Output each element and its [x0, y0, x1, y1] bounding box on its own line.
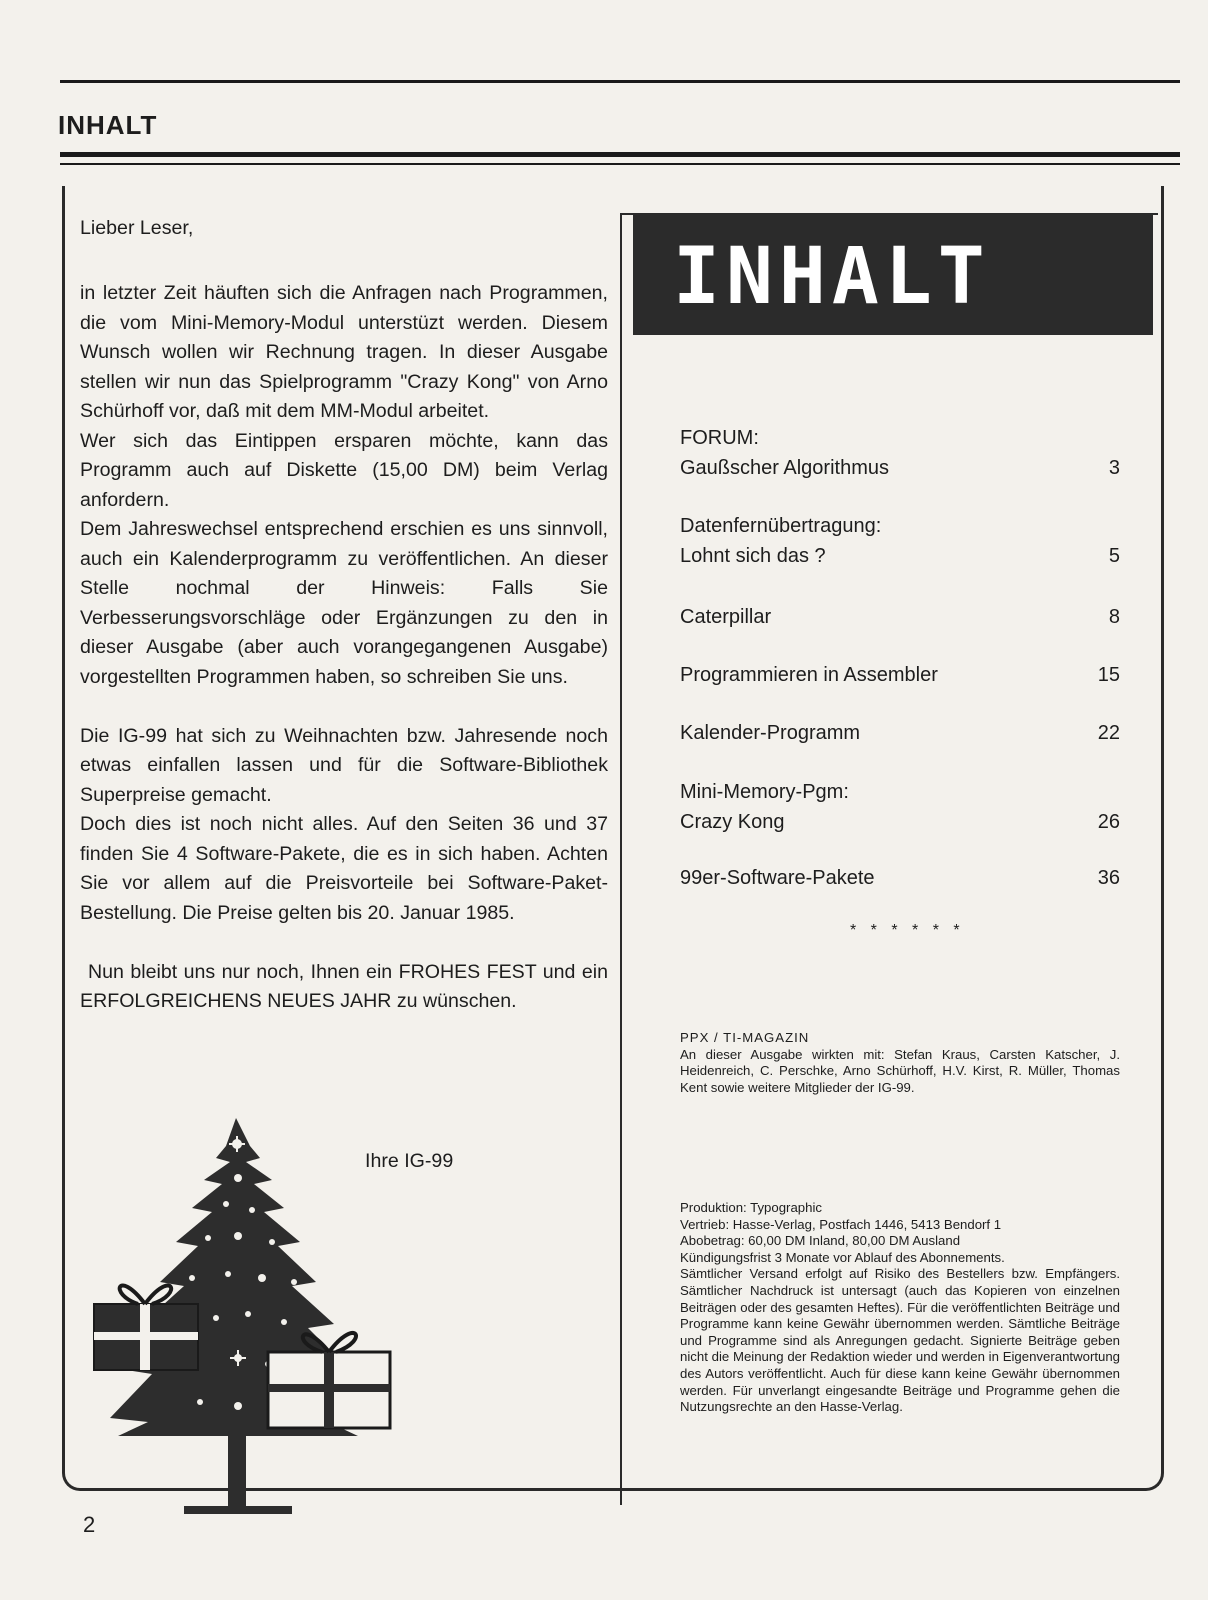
toc-entry-page: 22	[1097, 722, 1120, 744]
toc-entry	[680, 719, 1120, 749]
toc-entry-page: 15	[1097, 664, 1120, 686]
toc-entry-page: 36	[1097, 867, 1120, 889]
page-number: 2	[83, 1512, 96, 1537]
toc-entry-subtitle: Lohnt sich das ?	[680, 544, 826, 567]
toc-entry-title: Mini-Memory-Pgm:	[680, 781, 849, 803]
toc-entry-page: 5	[1108, 544, 1120, 567]
tree-stand	[184, 1506, 292, 1514]
toc-entry-page: 8	[1108, 606, 1120, 628]
toc-entry-title: Programmieren in Assembler	[680, 664, 938, 686]
toc-entry-page: 26	[1097, 810, 1120, 833]
letter-salutation: Lieber Leser,	[80, 217, 194, 239]
letter-signature: Ihre IG-99	[365, 1150, 454, 1172]
toc-banner-title: INHALT	[673, 232, 991, 322]
production-line: Produktion: Typographic	[680, 1200, 822, 1215]
toc-entry-title: Datenfernübertragung:	[680, 515, 882, 537]
editorial-letter	[80, 214, 608, 1017]
header-top-rule	[60, 80, 1180, 83]
christmas-tree-illustration	[88, 1118, 408, 1538]
toc-entry	[680, 778, 1120, 837]
letter-paragraph: Nun bleibt uns nur noch, Ihnen ein FROHES FEST und ein ERFOLGREICHENS NEUES JAHR zu wünschen.	[80, 960, 608, 1012]
letter-paragraph: Die IG-99 hat sich zu Weihnachten bzw. Jahresende noch etwas einfallen lassen und für die Software-Bibliothek Superpreise gemacht.	[80, 724, 608, 806]
toc-entry-title: 99er-Software-Pakete	[680, 867, 875, 889]
toc-entry	[680, 603, 1120, 633]
letter-paragraph: Dem Jahreswechsel entsprechend erschien es uns sinnvoll, auch ein Kalenderprogramm zu veröffentlichen. An dieser Stelle nochmal der Hinweis: Falls Sie Verbesserungsvorschläge oder Ergänzungen zu den in dieser Ausgabe (aber auch vorangegangenen Ausgabe) vorgestellten Programmen haben, so schreiben Sie uns.	[80, 518, 608, 688]
toc-separator: * * * * * *	[850, 922, 965, 939]
page-title: INHALT	[58, 110, 158, 140]
letter-paragraph: Wer sich das Eintippen ersparen möchte, kann das Programm auch auf Diskette (15,00 DM) beim Verlag anfordern.	[80, 429, 608, 511]
magazine-name: PPX / TI-MAGAZIN	[680, 1030, 810, 1045]
subscription-line: Abobetrag: 60,00 DM Inland, 80,00 DM Ausland	[680, 1233, 961, 1249]
toc-entry	[680, 512, 1120, 571]
toc-entry-subtitle: Gaußscher Algorithmus	[680, 456, 889, 479]
toc-entry	[680, 864, 1120, 894]
letter-paragraph: in letzter Zeit häuften sich die Anfragen nach Programmen, die vom Mini-Memory-Modul unterstüzt werden. Diesem Wunsch wollen wir Rechnung tragen. In dieser Ausgabe stellen wir nun das Spielprogramm "Crazy Kong" von Arno Schürhoff vor, daß mit dem MM-Modul arbeitet.	[80, 282, 608, 422]
cancellation-line: Kündigungsfrist 3 Monate vor Ablauf des Abonnements.	[680, 1249, 1005, 1265]
toc-entry-title: Caterpillar	[680, 606, 772, 628]
impressum-legal	[680, 1200, 1120, 1416]
toc-entry-subtitle: Crazy Kong	[680, 810, 785, 833]
toc-entry	[680, 424, 1120, 483]
letter-paragraph: Doch dies ist noch nicht alles. Auf den Seiten 36 und 37 finden Sie 4 Software-Pakete, die es in sich haben. Achten Sie vor allem auf die Preisvorteile bei Software-Paket-Bestellung. Die Preise gelten bis 20. Januar 1985.	[80, 813, 608, 924]
contributors-text: An dieser Ausgabe wirkten mit: Stefan Kraus, Carsten Katscher, J. Heidenreich, C. Perschke, Arno Schürhoff, H.V. Kirst, R. Müller, Thomas Kent sowie weitere Mitglieder der IG-99.	[680, 1046, 1120, 1095]
header-bottom-rule	[60, 152, 1180, 157]
toc-entry	[680, 661, 1120, 691]
header-bottom-rule-thin	[60, 163, 1180, 165]
legal-text: Sämtlicher Versand erfolgt auf Risiko des Bestellers bzw. Empfängers. Sämtlicher Nachdruck ist untersagt (auch das Kopieren von einzelnen Beiträgen oder des gesamten Heftes). Für die veröffentlichten Beiträge und Programme kann keine Gewähr übernommen werden. Sämtliche Beiträge und Programme sind als Anregungen gedacht. Signierte Beiträge geben nicht die Meinung der Redaktion wieder und werden in Eigenverantwortung des Autors veröffentlicht. Auch für diese kann keine Gewähr übernommen werden. Für unverlangt eingesandte Beiträge und Programme gehen die Nutzungsrechte an den Hasse-Verlag.	[680, 1266, 1120, 1415]
toc-entry-title: Kalender-Programm	[680, 722, 861, 744]
impressum-contributors	[680, 1030, 1120, 1096]
toc-entry-title: FORUM:	[680, 427, 759, 449]
toc-entry-page: 3	[1108, 456, 1120, 479]
tree-trunk	[228, 1436, 246, 1510]
toc-banner	[633, 214, 1153, 335]
distribution-line: Vertrieb: Hasse-Verlag, Postfach 1446, 5413 Bendorf 1	[680, 1216, 1002, 1232]
